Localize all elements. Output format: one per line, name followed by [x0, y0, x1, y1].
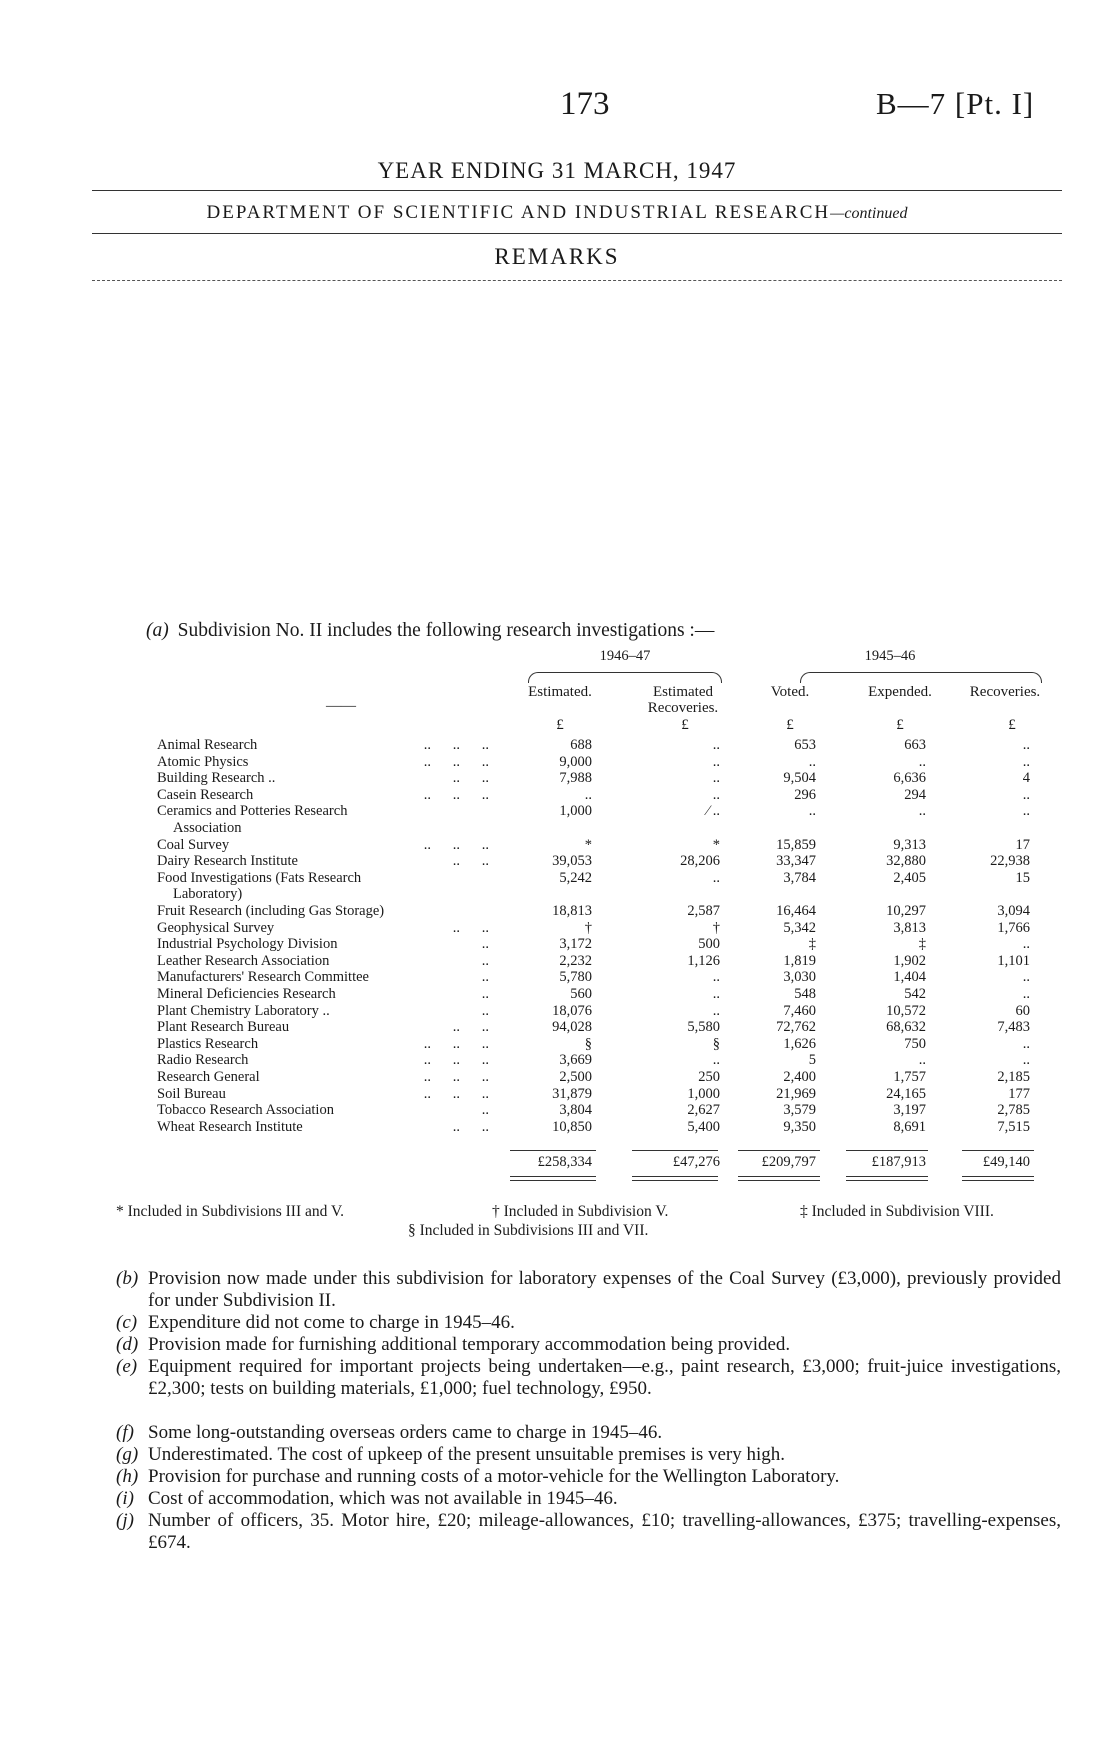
row-leader-dots: .. [481, 1102, 489, 1119]
note-text: Equipment required for important projects being undertaken—e.g., paint research, £3,000; fruit-juice investigations, £2,300; tests on building materials, £1,000; fuel technology, £950. [148, 1356, 1061, 1399]
cell-estimated-recoveries: .. [712, 1052, 720, 1069]
cell-voted: 2,400 [783, 1069, 816, 1085]
row-leader-dots: .. .. .. [423, 1035, 489, 1052]
cell-estimated-recoveries: 2,587 [687, 903, 720, 919]
double-rule-1 [510, 1176, 596, 1181]
intro-label: (a) [146, 620, 169, 641]
cell-estimated-recoveries: .. [712, 1002, 720, 1019]
cell-recoveries: 17 [1015, 836, 1030, 853]
cell-expended: 1,404 [893, 969, 926, 986]
footnote-double-dagger: ‡ Included in Subdivision VIII. [800, 1203, 994, 1220]
department-rule [92, 233, 1062, 234]
cell-estimated: * [584, 836, 592, 853]
cell-recoveries: .. [1022, 936, 1030, 953]
note-b [116, 1268, 1061, 1312]
cell-voted: 15,859 [776, 836, 816, 853]
note-label: (f) [116, 1422, 134, 1443]
cell-expended: 542 [904, 986, 926, 1002]
unit-estimated-recoveries: £ [681, 717, 689, 733]
cell-recoveries: 60 [1015, 1002, 1030, 1019]
row-label: Leather Research Association [157, 952, 330, 969]
cell-voted: 5 [808, 1052, 816, 1069]
cell-estimated-recoveries: .. [712, 786, 720, 803]
cell-recoveries: 1,101 [997, 952, 1030, 969]
cell-voted: 3,784 [783, 869, 816, 886]
cell-estimated: 560 [570, 986, 592, 1002]
note-text: Expenditure did not come to charge in 1945–46. [148, 1312, 515, 1333]
cell-estimated-recoveries: .. [712, 737, 720, 753]
unit-recoveries: £ [1008, 717, 1016, 733]
row-label: Industrial Psychology Division [157, 936, 338, 953]
footnote-star: * Included in Subdivisions III and V. [116, 1203, 345, 1220]
total-rule-3 [738, 1150, 820, 1151]
total-estimated-recoveries: £47,276 [672, 1154, 720, 1170]
double-rule-4 [846, 1176, 928, 1181]
total-rule-4 [846, 1150, 928, 1151]
note-label: (c) [116, 1312, 138, 1333]
note-text: Underestimated. The cost of upkeep of the present unsuitable premises is very high. [148, 1444, 786, 1465]
unit-voted: £ [786, 717, 794, 733]
cell-recoveries: .. [1022, 1035, 1030, 1052]
cell-voted: 3,579 [783, 1102, 816, 1119]
row-leader-dots: .. .. [452, 770, 489, 787]
cell-estimated-recoveries: * [712, 836, 720, 853]
cell-expended: 663 [904, 737, 926, 753]
page-number: 173 [560, 86, 610, 122]
row-label: Manufacturers' Research Committee [157, 969, 369, 986]
footnote-dagger: † Included in Subdivision V. [492, 1203, 669, 1220]
cell-voted: 296 [794, 786, 816, 803]
total-expended: £187,913 [871, 1154, 926, 1170]
cell-expended: 68,632 [886, 1019, 926, 1036]
cell-estimated: † [584, 919, 592, 936]
cell-estimated: 18,076 [552, 1002, 592, 1019]
row-leader-dots: .. .. .. [423, 786, 489, 803]
total-rule-5 [962, 1150, 1034, 1151]
year-title: YEAR ENDING 31 MARCH, 1947 [377, 158, 737, 183]
col-header-estimated-recoveries: Estimated Recoveries. [647, 684, 719, 716]
cell-recoveries: 4 [1022, 770, 1030, 787]
row-label: Plant Chemistry Laboratory .. [157, 1002, 330, 1019]
row-label: Radio Research [157, 1052, 249, 1069]
row-leader-dots: .. [481, 986, 489, 1002]
note-label: (b) [116, 1268, 139, 1289]
document-reference: B—7 [Pt. I] [876, 86, 1035, 121]
cell-estimated: 10,850 [552, 1118, 592, 1135]
cell-expended: 9,313 [893, 836, 926, 853]
section-rule [92, 280, 1062, 281]
row-leader-dots: .. .. .. [423, 836, 489, 853]
cell-estimated-recoveries: .. [712, 969, 720, 986]
cell-estimated: 5,780 [559, 969, 592, 986]
row-leader-dots: .. .. [452, 853, 489, 870]
cell-estimated: 2,500 [559, 1069, 592, 1085]
group-brace-1945 [800, 672, 1042, 683]
cell-estimated: 2,232 [559, 952, 592, 969]
cell-expended: .. [918, 803, 926, 820]
cell-recoveries: .. [1022, 986, 1030, 1002]
cell-voted: 72,762 [776, 1019, 816, 1036]
row-label: Dairy Research Institute [157, 853, 298, 870]
cell-estimated: 1,000 [559, 803, 592, 820]
row-leader-dots: .. .. [452, 1118, 489, 1135]
row-leader-dots: .. .. .. [423, 1069, 489, 1085]
row-label: Atomic Physics [157, 753, 249, 770]
cell-recoveries: 7,483 [997, 1019, 1030, 1036]
note-text: Number of officers, 35. Motor hire, £20; mileage-allowances, £10; travelling-allowances, £375; travelling-expenses, £674. [148, 1510, 1061, 1553]
cell-recoveries: 2,185 [997, 1069, 1030, 1085]
cell-voted: 9,504 [783, 770, 816, 787]
cell-voted: 16,464 [776, 903, 816, 919]
cell-estimated-recoveries: 2,627 [687, 1102, 720, 1119]
row-leader-dots: .. .. .. [423, 737, 489, 753]
cell-recoveries: .. [1022, 803, 1030, 820]
row-label: Plant Research Bureau [157, 1019, 290, 1036]
cell-estimated: 5,242 [559, 869, 592, 886]
row-leader-dots: .. .. [452, 1019, 489, 1036]
cell-estimated: 7,988 [559, 770, 592, 787]
cell-estimated: 3,804 [559, 1102, 592, 1119]
cell-expended: 10,572 [886, 1002, 926, 1019]
row-leader-dots: .. [481, 952, 489, 969]
note-text: Provision made for furnishing additional temporary accommodation being provided. [148, 1334, 791, 1355]
cell-voted: 33,347 [776, 853, 816, 870]
cell-expended: 750 [904, 1035, 926, 1052]
cell-estimated: 3,669 [559, 1052, 592, 1069]
cell-estimated-recoveries: 1,000 [687, 1085, 720, 1102]
cell-expended: 294 [904, 786, 926, 803]
section-title: REMARKS [494, 244, 620, 269]
col-header-voted: Voted. [770, 684, 810, 700]
row-label: Casein Research [157, 786, 254, 803]
footnote-section: § Included in Subdivisions III and VII. [408, 1222, 649, 1239]
total-rule-2 [632, 1150, 718, 1151]
cell-voted: .. [808, 803, 816, 820]
cell-recoveries: .. [1022, 737, 1030, 753]
note-text: Some long-outstanding overseas orders came to charge in 1945–46. [148, 1422, 663, 1443]
col-header-expended: Expended. [868, 684, 932, 700]
cell-estimated-recoveries: 250 [698, 1069, 720, 1085]
cell-voted: 21,969 [776, 1085, 816, 1102]
cell-recoveries: 1,766 [997, 919, 1030, 936]
row-leader-dots: .. .. .. [423, 753, 489, 770]
row-leader-dots: .. .. .. [423, 1052, 489, 1069]
cell-expended: 3,197 [893, 1102, 926, 1119]
cell-estimated-recoveries: 5,580 [687, 1019, 720, 1036]
department-name: DEPARTMENT OF SCIENTIFIC AND INDUSTRIAL RESEARCH [206, 202, 831, 223]
note-label: (i) [116, 1488, 134, 1509]
cell-recoveries: .. [1022, 753, 1030, 770]
row-leader-dots: .. [481, 1002, 489, 1019]
note-text: Cost of accommodation, which was not available in 1945–46. [148, 1488, 618, 1509]
cell-expended: ‡ [918, 936, 926, 953]
cell-recoveries: .. [1022, 1052, 1030, 1069]
cell-estimated: 3,172 [559, 936, 592, 953]
intro-text: Subdivision No. II includes the following research investigations :— [177, 620, 715, 641]
note-text: Provision for purchase and running costs of a motor-vehicle for the Wellington Laboratory. [148, 1466, 840, 1487]
col-header-estimated: Estimated. [528, 684, 592, 700]
note-label: (d) [116, 1334, 139, 1355]
cell-estimated-recoveries: .. [712, 986, 720, 1002]
cell-recoveries: 2,785 [997, 1102, 1030, 1119]
cell-estimated-recoveries: .. [712, 753, 720, 770]
cell-estimated-recoveries: ⁄ .. [706, 803, 720, 820]
cell-expended: 10,297 [886, 903, 926, 919]
row-label: Ceramics and Potteries Research [157, 803, 348, 820]
group-header-1946: 1946–47 [599, 648, 651, 664]
cell-expended: 3,813 [893, 919, 926, 936]
cell-estimated: 39,053 [552, 853, 592, 870]
cell-voted: 548 [794, 986, 816, 1002]
cell-voted: 5,342 [783, 919, 816, 936]
cell-recoveries: .. [1022, 786, 1030, 803]
cell-expended: .. [918, 1052, 926, 1069]
cell-voted: 1,626 [783, 1035, 816, 1052]
cell-estimated: .. [584, 786, 592, 803]
row-label: Animal Research [157, 737, 258, 753]
row-label: Soil Bureau [157, 1085, 226, 1102]
note-label: (e) [116, 1356, 138, 1377]
cell-recoveries: .. [1022, 969, 1030, 986]
row-label: Wheat Research Institute [157, 1118, 303, 1135]
cell-estimated: 94,028 [552, 1019, 592, 1036]
cell-estimated: 18,813 [552, 903, 592, 919]
cell-estimated-recoveries: † [712, 919, 720, 936]
cell-estimated: 9,000 [559, 753, 592, 770]
col-header-recoveries: Recoveries. [969, 684, 1041, 700]
double-rule-3 [738, 1176, 820, 1181]
double-rule-5 [962, 1176, 1034, 1181]
row-leader-dots: .. [481, 969, 489, 986]
total-rule-1 [510, 1150, 596, 1151]
row-label: Geophysical Survey [157, 919, 275, 936]
cell-recoveries: 3,094 [997, 903, 1030, 919]
total-recoveries: £49,140 [982, 1154, 1030, 1170]
row-label: Association [173, 820, 242, 836]
double-rule-2 [632, 1176, 718, 1181]
intro-paragraph [146, 620, 714, 642]
cell-expended: 8,691 [893, 1118, 926, 1135]
cell-estimated-recoveries: 5,400 [687, 1118, 720, 1135]
cell-estimated-recoveries: .. [712, 770, 720, 787]
note-label: (j) [116, 1510, 134, 1531]
cell-recoveries: 7,515 [997, 1118, 1030, 1135]
row-label: Laboratory) [173, 886, 243, 903]
row-leader-dots: .. [481, 936, 489, 953]
name-column-header: —— [326, 698, 356, 714]
cell-voted: ‡ [808, 936, 816, 953]
cell-expended: 6,636 [893, 770, 926, 787]
cell-voted: 3,030 [783, 969, 816, 986]
cell-expended: 24,165 [886, 1085, 926, 1102]
cell-voted: 653 [794, 737, 816, 753]
note-label: (g) [116, 1444, 139, 1465]
row-label: Food Investigations (Fats Research [157, 869, 362, 886]
note-label: (h) [116, 1466, 139, 1487]
note-text: Provision now made under this subdivision for laboratory expenses of the Coal Survey (£3,000), previously provided for under Subdivision II. [148, 1268, 1061, 1311]
cell-expended: .. [918, 753, 926, 770]
row-leader-dots: .. .. [452, 919, 489, 936]
row-label: Coal Survey [157, 836, 230, 853]
cell-estimated-recoveries: .. [712, 869, 720, 886]
cell-estimated: § [584, 1035, 592, 1052]
cell-estimated-recoveries: § [712, 1035, 720, 1052]
cell-expended: 32,880 [886, 853, 926, 870]
cell-estimated-recoveries: 500 [698, 936, 720, 953]
cell-voted: .. [808, 753, 816, 770]
row-label: Mineral Deficiencies Research [157, 986, 336, 1002]
group-header-1945: 1945–46 [864, 648, 916, 664]
cell-expended: 2,405 [893, 869, 926, 886]
continued-label: —continued [830, 205, 908, 222]
unit-expended: £ [896, 717, 904, 733]
total-estimated: £258,334 [537, 1154, 592, 1170]
cell-estimated: 31,879 [552, 1085, 592, 1102]
row-label: Building Research .. [157, 770, 276, 787]
cell-expended: 1,757 [893, 1069, 926, 1085]
cell-estimated-recoveries: 1,126 [687, 952, 720, 969]
cell-recoveries: 22,938 [990, 853, 1030, 870]
unit-estimated: £ [556, 717, 564, 733]
row-label: Fruit Research (including Gas Storage) [157, 903, 385, 919]
row-label: Tobacco Research Association [157, 1102, 334, 1119]
cell-expended: 1,902 [893, 952, 926, 969]
cell-estimated: 688 [570, 737, 592, 753]
header-rule [92, 190, 1062, 191]
cell-estimated-recoveries: 28,206 [680, 853, 720, 870]
department-title [0, 202, 1114, 224]
row-leader-dots: .. .. .. [423, 1085, 489, 1102]
row-label: Research General [157, 1069, 260, 1085]
cell-recoveries: 177 [1008, 1085, 1030, 1102]
total-voted: £209,797 [761, 1154, 816, 1170]
row-label: Plastics Research [157, 1035, 259, 1052]
cell-voted: 1,819 [783, 952, 816, 969]
group-brace-1946 [528, 672, 722, 683]
cell-voted: 7,460 [783, 1002, 816, 1019]
cell-recoveries: 15 [1015, 869, 1030, 886]
cell-voted: 9,350 [783, 1118, 816, 1135]
